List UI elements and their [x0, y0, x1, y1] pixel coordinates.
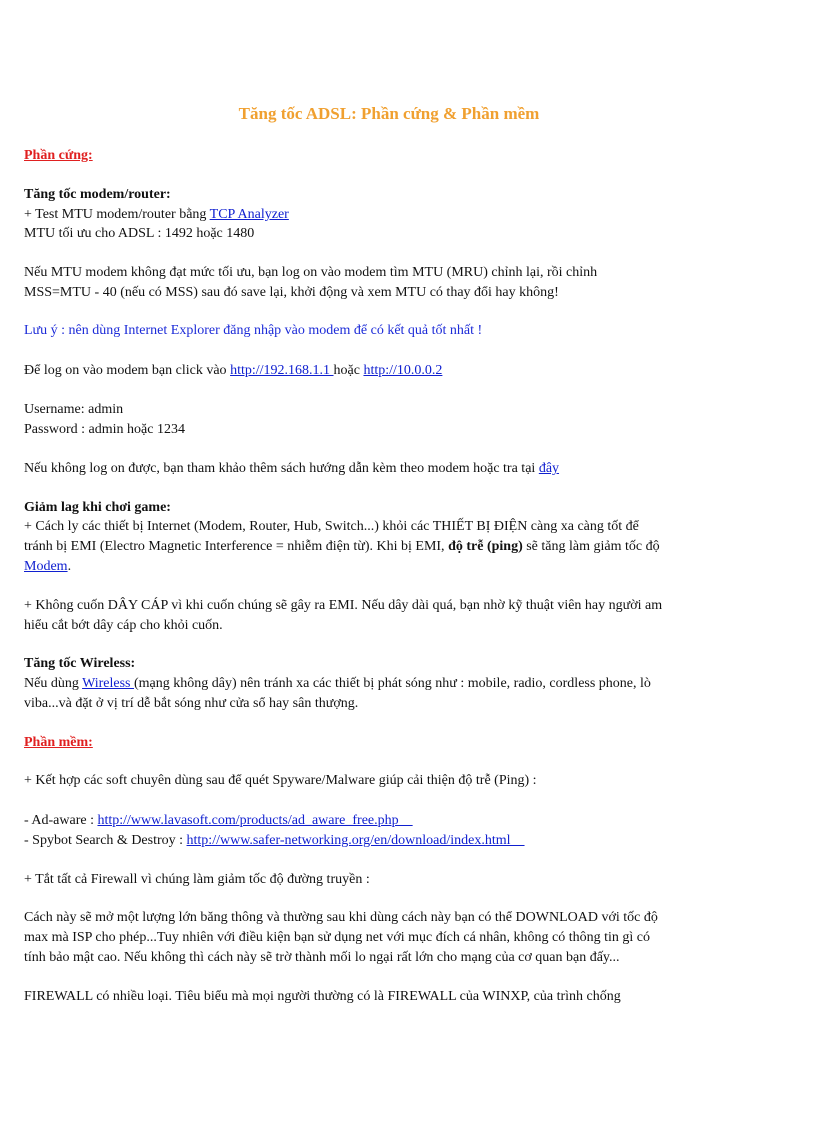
firewall-paragraph-line-1: Cách này sẽ mở một lượng lớn băng thông và thường sau khi dùng cách này bạn có thể DOWNLOAD với tốc độ — [24, 910, 658, 925]
page-title: Tăng tốc ADSL: Phần cứng & Phần mềm — [238, 104, 540, 123]
wireless-paragraph-line-1 — [24, 675, 651, 693]
wireless-paragraph-line-2: viba...và đặt ở vị trí dễ bắt sóng như cửa sổ hay sân thượng. — [24, 696, 359, 711]
lag-text-end: sẽ tăng làm giảm tốc độ — [522, 539, 660, 554]
fallback-text: Nếu không log on được, bạn tham khảo thêm sách hướng dẫn kèm theo modem hoặc tra tại — [24, 461, 539, 476]
password-text: Password : admin hoặc 1234 — [24, 422, 185, 437]
ie-note: Lưu ý : nên dùng Internet Explorer đăng nhập vào modem để có kết quả tốt nhất ! — [24, 323, 483, 338]
router-ip-link-2[interactable]: http://10.0.0.2 — [363, 363, 443, 378]
lag-paragraph-line-2 — [24, 538, 660, 556]
wireless-link[interactable]: Wireless — [82, 676, 134, 691]
fallback-line — [24, 460, 559, 478]
cable-paragraph-line-2: hiểu cắt bớt dây cáp cho khỏi cuốn. — [24, 618, 223, 633]
username-text: Username: admin — [24, 402, 124, 417]
hardware-heading: Phần cứng: — [24, 148, 93, 163]
software-combo-text: + Kết hợp các soft chuyên dùng sau để quét Spyware/Malware giúp cải thiện độ trễ (Ping) : — [24, 773, 537, 788]
firewall-paragraph-line-2: max mà ISP cho phép...Tuy nhiên với điều kiện bạn sử dụng net với mục đích cá nhân, không có thông tin gì có — [24, 930, 650, 945]
adaware-line — [24, 812, 413, 830]
logon-text: Để log on vào modem bạn click vào — [24, 363, 231, 378]
mtu-test-text: + Test MTU modem/router bằng — [24, 207, 210, 222]
wireless-heading: Tăng tốc Wireless: — [24, 656, 136, 671]
mtu-test-line — [24, 206, 289, 224]
here-link[interactable]: đây — [538, 461, 560, 476]
logon-line — [24, 362, 442, 380]
mtu-paragraph-line-2: MSS=MTU - 40 (nếu có MSS) sau đó save lại, khởi động và xem MTU có thay đổi hay không! — [24, 285, 559, 300]
spybot-line — [24, 832, 525, 850]
period-text: . — [67, 559, 72, 574]
logon-or-text: hoặc — [333, 363, 364, 378]
lag-heading: Giảm lag khi chơi game: — [24, 500, 171, 515]
firewall-off-text: + Tắt tất cả Firewall vì chúng làm giảm tốc độ đường truyền : — [24, 872, 370, 887]
mtu-optimal-text: MTU tối ưu cho ADSL : 1492 hoặc 1480 — [24, 226, 255, 241]
adaware-link[interactable]: http://www.lavasoft.com/products/ad_aware_free.php — [97, 813, 413, 828]
lag-paragraph-line-3 — [24, 558, 71, 576]
ping-bold-text: độ trễ (ping) — [448, 539, 523, 554]
wireless-text-end: (mạng không dây) nên tránh xa các thiết bị phát sóng như : mobile, radio, cordless phone, lò — [134, 676, 651, 691]
cable-paragraph-line-1: + Không cuốn DÂY CÁP vì khi cuốn chúng sẽ gây ra EMI. Nếu dây dài quá, bạn nhờ kỹ thuật viên hay người am — [24, 598, 663, 613]
firewall-paragraph-line-3: tính bảo mật cao. Nếu không thì cách này sẽ trờ thành mối lo ngại rất lớn cho mạng của cơ quan bạn đấy... — [24, 950, 620, 965]
spybot-link[interactable]: http://www.safer-networking.org/en/download/index.html — [186, 833, 525, 848]
firewall-types-text: FIREWALL có nhiều loại. Tiêu biểu mà mọi người thường có là FIREWALL của WINXP, của trình chống — [24, 989, 621, 1004]
modem-heading: Tăng tốc modem/router: — [24, 187, 171, 202]
modem-link[interactable]: Modem — [24, 559, 68, 574]
router-ip-link-1[interactable]: http://192.168.1.1 — [230, 363, 334, 378]
tcp-analyzer-link[interactable]: TCP Analyzer — [209, 207, 289, 222]
wireless-text: Nếu dùng — [24, 676, 83, 691]
spybot-text: - Spybot Search & Destroy : — [24, 833, 187, 848]
mtu-paragraph-line-1: Nếu MTU modem không đạt mức tối ưu, bạn log on vào modem tìm MTU (MRU) chỉnh lại, rồi chỉnh — [24, 265, 598, 280]
adaware-text: - Ad-aware : — [24, 813, 98, 828]
software-heading: Phần mềm: — [24, 735, 93, 750]
lag-text: tránh bị EMI (Electro Magnetic Interference = nhiễm điện từ). Khi bị EMI, — [24, 539, 449, 554]
lag-paragraph-line-1: + Cách ly các thiết bị Internet (Modem, Router, Hub, Switch...) khỏi các THIẾT BỊ ĐIỆN càng xa càng tốt để — [24, 519, 639, 534]
